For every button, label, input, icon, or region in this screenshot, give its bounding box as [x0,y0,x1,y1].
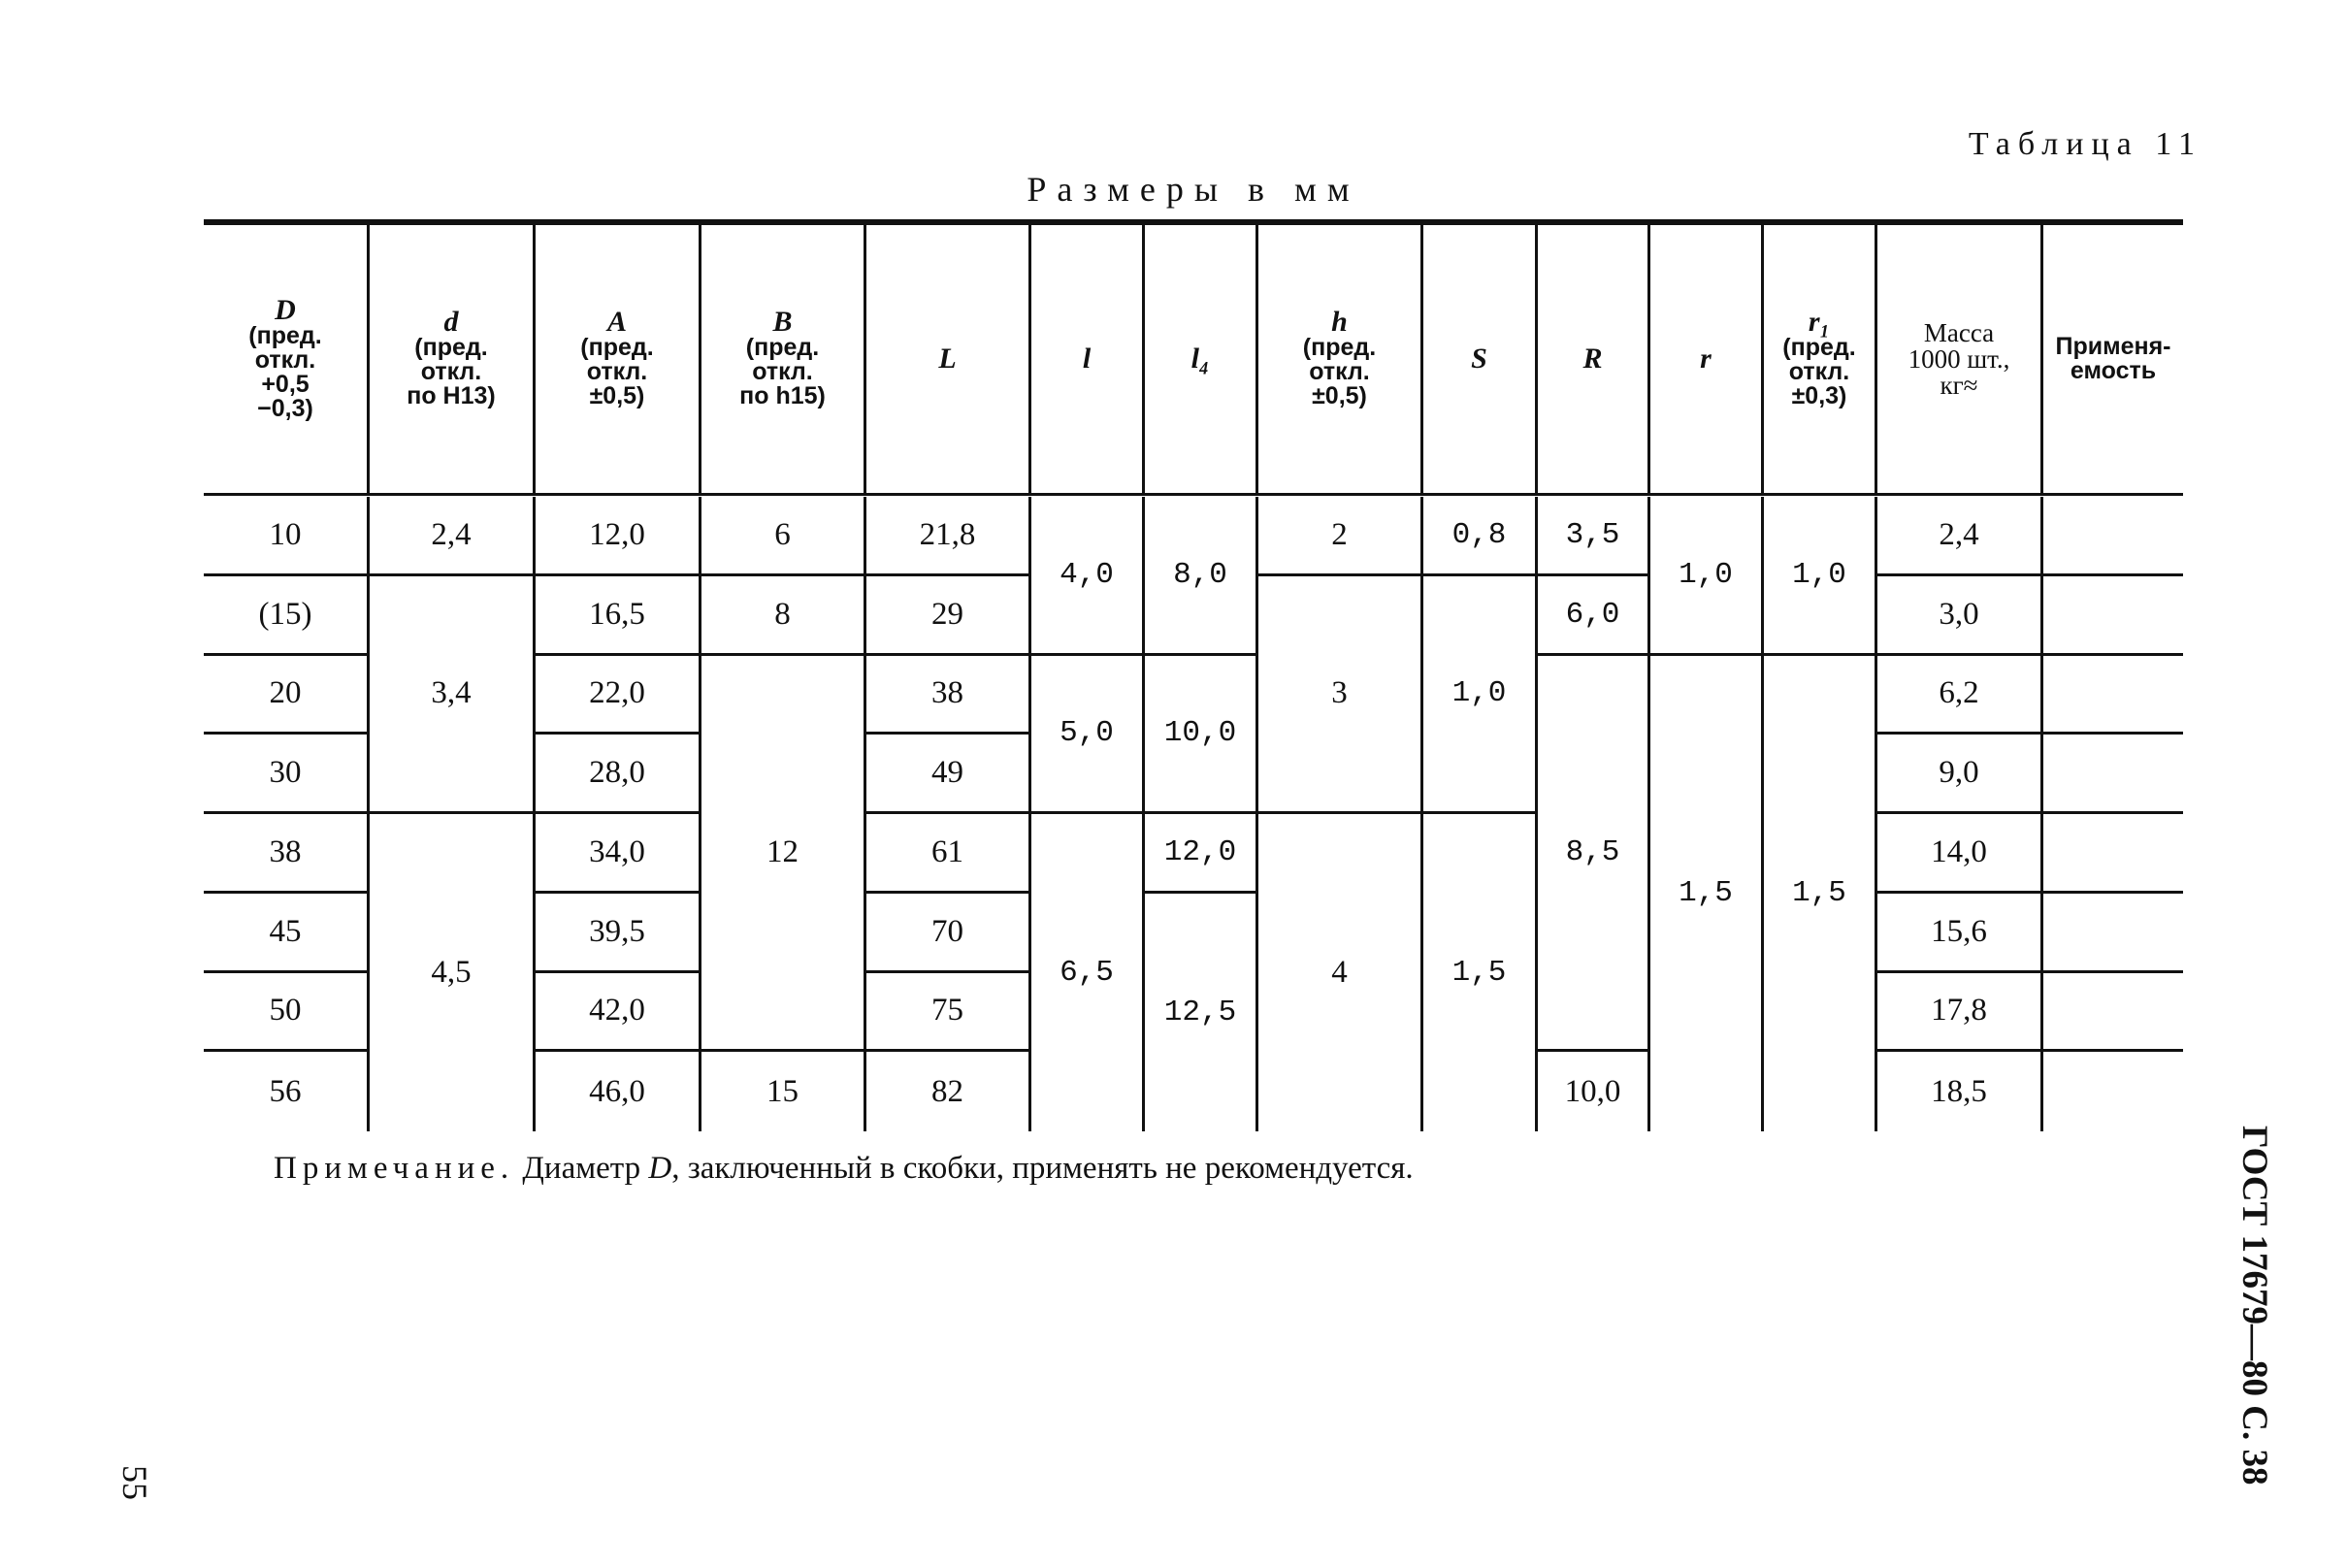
cell-d-2: 3,4 [367,576,533,814]
cell-h-3: 4 [1256,814,1420,1131]
cell-R-2: 6,0 [1535,576,1647,656]
header-cell-L: L [864,225,1028,493]
cell-h-1: 2 [1256,497,1420,576]
cell-r-1: 1,0 [1647,497,1761,656]
cell-h-2: 3 [1256,576,1420,814]
cell-mass-3: 6,2 [1875,656,2040,735]
cell-d-3: 4,5 [367,814,533,1131]
cell-D-2: (15) [204,576,367,656]
cell-applicability-7 [2040,973,2183,1053]
cell-applicability-4 [2040,735,2183,814]
cell-S-2: 1,0 [1420,576,1535,814]
cell-L-2: 29 [864,576,1028,656]
header-cell-R: R [1535,225,1647,493]
header-cell-h: h (пред. откл. ±0,5) [1256,225,1420,493]
standard-page-label: ГОСТ 17679—80 С. 38 [2234,1126,2274,1486]
header-cell-B: B (пред. откл. по h15) [699,225,864,493]
cell-B-4: 15 [699,1052,864,1131]
header-cell-r: r [1647,225,1761,493]
table-note [274,1151,1414,1187]
cell-mass-8: 18,5 [1875,1052,2040,1131]
cell-R-4: 10,0 [1535,1052,1647,1131]
cell-A-7: 42,0 [533,973,699,1053]
cell-A-3: 22,0 [533,656,699,735]
cell-D-7: 50 [204,973,367,1053]
cell-r1-2: 1,5 [1761,656,1875,1132]
cell-l4-1: 8,0 [1142,497,1256,656]
table-caption: Таблица 11 [1968,126,2202,162]
note-lead: Примечание. [274,1151,515,1186]
cell-D-5: 38 [204,814,367,894]
cell-d-1: 2,4 [367,497,533,576]
table-header [204,225,2183,493]
cell-mass-6: 15,6 [1875,894,2040,973]
cell-A-1: 12,0 [533,497,699,576]
cell-A-5: 34,0 [533,814,699,894]
cell-R-1: 3,5 [1535,497,1647,576]
cell-L-7: 75 [864,973,1028,1053]
header-cell-mass: Масса 1000 шт., кг≈ [1875,225,2040,493]
cell-l4-3: 12,0 [1142,814,1256,894]
cell-r1-1: 1,0 [1761,497,1875,656]
cell-l-3: 6,5 [1028,814,1142,1131]
cell-applicability-1 [2040,497,2183,576]
header-cell-D: D (пред. откл. +0,5 −0,3) [248,293,322,422]
header-cell-r1: r₁ (пред. откл. ±0,3) [1761,225,1875,493]
header-bottom-rule [204,493,2183,496]
cell-A-8: 46,0 [533,1052,699,1131]
header-cell-applicability: Применя- емость [2040,225,2183,493]
header-cell-A: A (пред. откл. ±0,5) [533,225,699,493]
cell-applicability-3 [2040,656,2183,735]
note-symbol: D [648,1151,672,1186]
cell-mass-5: 14,0 [1875,814,2040,894]
cell-B-1: 6 [699,497,864,576]
cell-S-1: 0,8 [1420,497,1535,576]
cell-mass-1: 2,4 [1875,497,2040,576]
cell-D-4: 30 [204,735,367,814]
header-cell-l4: l₄ [1142,225,1256,493]
cell-mass-4: 9,0 [1875,735,2040,814]
cell-L-4: 49 [864,735,1028,814]
cell-mass-7: 17,8 [1875,973,2040,1053]
cell-B-3: 12 [699,656,864,1053]
cell-applicability-2 [2040,576,2183,656]
page-number: 55 [115,1465,154,1500]
cell-applicability-8 [2040,1052,2183,1131]
cell-D-3: 20 [204,656,367,735]
cell-r-2: 1,5 [1647,656,1761,1132]
units-caption: Размеры в мм [1027,170,1360,209]
cell-R-3: 8,5 [1535,656,1647,1053]
cell-L-3: 38 [864,656,1028,735]
cell-L-8: 82 [864,1052,1028,1131]
header-cell-l: l [1028,225,1142,493]
cell-A-6: 39,5 [533,894,699,973]
cell-applicability-6 [2040,894,2183,973]
cell-l4-4: 12,5 [1142,894,1256,1131]
cell-D-8: 56 [269,1073,302,1109]
header-cell-S: S [1420,225,1535,493]
cell-mass-2: 3,0 [1875,576,2040,656]
header-cell-d: d (пред. откл. по H13) [367,225,533,493]
cell-A-4: 28,0 [533,735,699,814]
cell-L-6: 70 [864,894,1028,973]
table-body [204,497,2183,1131]
note-text-before: Диаметр [514,1151,649,1186]
cell-D-1: 10 [204,497,367,576]
cell-A-2: 16,5 [533,576,699,656]
cell-l-1: 4,0 [1028,497,1142,656]
cell-S-3: 1,5 [1420,814,1535,1131]
cell-D-6: 45 [204,894,367,973]
cell-B-2: 8 [699,576,864,656]
cell-applicability-5 [2040,814,2183,894]
cell-l-2: 5,0 [1028,656,1142,815]
cell-L-1: 21,8 [864,497,1028,576]
cell-L-5: 61 [864,814,1028,894]
cell-l4-2: 10,0 [1142,656,1256,815]
note-text-after: , заключенный в скобки, применять не рекомендуется. [671,1151,1414,1186]
